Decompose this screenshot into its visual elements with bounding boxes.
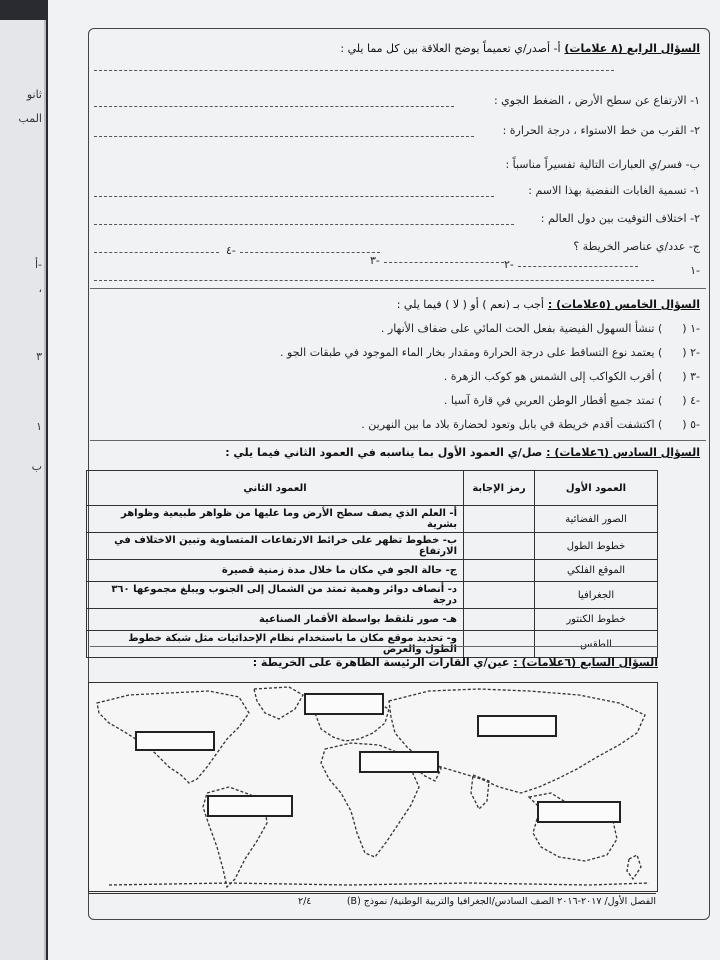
- q5-item-text: ) أقرب الكواكب إلى الشمس هو كوكب الزهرة .: [443, 370, 663, 383]
- answer-line: [94, 224, 514, 225]
- answer-code-cell[interactable]: [464, 631, 535, 658]
- q7-header: [253, 656, 658, 669]
- q5-item-number: -٣ (: [682, 370, 700, 383]
- q5-item-number: -١ (: [682, 322, 700, 335]
- column-header: العمود الأول: [535, 471, 658, 506]
- answer-line: [94, 252, 219, 253]
- q4-header: [340, 42, 700, 55]
- q4-c-num: -٣: [370, 254, 380, 267]
- q5-item: [381, 322, 700, 335]
- term-cell: الطقس: [535, 631, 658, 658]
- term-cell: الصور الفضائية: [535, 506, 658, 533]
- answer-line: [384, 262, 504, 263]
- table-row: [87, 582, 658, 609]
- table-row: [87, 506, 658, 533]
- q4-part-b: ب- فسر/ي العبارات التالية تفسيراً مناسباً :: [505, 158, 700, 171]
- definition-cell: د- أنصاف دوائر وهمية تمتد من الشمال إلى الجنوب ويبلغ مجموعها ٣٦٠ درجة: [87, 582, 464, 609]
- answer-code-cell[interactable]: [464, 582, 535, 609]
- q5-title: السؤال الخامس (٥علامات) :: [547, 298, 700, 311]
- definition-cell: ج- حالة الجو في مكان ما خلال مدة زمنية قصيرة: [87, 560, 464, 582]
- q5-item-number: -٤ (: [682, 394, 700, 407]
- answer-code-cell[interactable]: [464, 506, 535, 533]
- q6-header: [225, 446, 700, 459]
- term-cell: خطوط الكنتور: [535, 609, 658, 631]
- answer-code-cell[interactable]: [464, 609, 535, 631]
- q5-item-text: ) اكتشفت أقدم خريطة في بابل وتعود لحضارة بلاد ما بين النهرين .: [361, 418, 663, 431]
- q7-instruction: عين/ي القارات الرئيسة الظاهرة على الخريطة :: [252, 656, 510, 669]
- q4-c-num: -١: [690, 264, 700, 277]
- adjacent-page-fragment: ب: [31, 460, 42, 473]
- answer-line: [518, 266, 638, 267]
- greenland-outline: [254, 687, 303, 719]
- q5-item-text: ) تمتد جميع أقطار الوطن العربي في قارة آسيا .: [443, 394, 663, 407]
- q5-item: [361, 418, 700, 431]
- adjacent-page-fragment: ،: [38, 282, 42, 295]
- answer-box-south-america[interactable]: [207, 795, 293, 817]
- footer-text: الفصل الأول/ ٢٠١٧-٢٠١٦ الصف السادس/الجغرافيا والتربية الوطنية/ نموذج (B): [346, 896, 656, 907]
- india-outline: [471, 775, 489, 809]
- definition-cell: ب- خطوط تظهر على خرائط الارتفاعات المتساوية وتبين الاختلاف في الارتفاع: [87, 533, 464, 560]
- q4-c-num: -٢: [504, 258, 514, 271]
- q5-item: [444, 370, 700, 383]
- page-footer: [88, 893, 656, 907]
- q4-b1: ١- تسمية الغابات النفضية بهذا الاسم :: [528, 184, 700, 197]
- q7-title: السؤال السابع (٦علامات) :: [513, 656, 658, 669]
- table-header-row: [87, 471, 658, 506]
- world-map: [88, 682, 658, 892]
- column-header: رمز الإجابة: [464, 471, 535, 506]
- q5-item: [280, 346, 700, 359]
- q5-item-text: ) تنشأ السهول الفيضية بفعل الحت المائي على ضفاف الأنهار .: [380, 322, 663, 335]
- q5-item-number: -٢ (: [682, 346, 700, 359]
- q4-part-c: ج- عدد/ي عناصر الخريطة ؟: [573, 240, 700, 253]
- answer-box-europe[interactable]: [304, 693, 384, 715]
- definition-cell: أ- العلم الذي يصف سطح الأرض وما عليها من ظواهر طبيعية وظواهر بشرية: [87, 506, 464, 533]
- answer-code-cell[interactable]: [464, 560, 535, 582]
- q4-b2: ٢- اختلاف التوقيت بين دول العالم :: [540, 212, 700, 225]
- answer-code-cell[interactable]: [464, 533, 535, 560]
- adjacent-page-fragment: المب: [18, 112, 42, 125]
- section-divider: [90, 440, 706, 441]
- term-cell: خطوط الطول: [535, 533, 658, 560]
- answer-line: [94, 70, 614, 71]
- q6-instruction: صل/ي العمود الأول بما يناسبه في العمود الثاني فيما يلي :: [225, 446, 543, 459]
- table-row: [87, 609, 658, 631]
- q4-c-num: -٤: [226, 244, 236, 257]
- q5-item-text: ) يعتمد نوع التساقط على درجة الحرارة ومقدار بخار الماء الموجود في طبقات الجو .: [280, 346, 663, 359]
- column-header: العمود الثاني: [87, 471, 464, 506]
- answer-box-asia[interactable]: [477, 715, 557, 737]
- adjacent-page-edge: [0, 20, 46, 960]
- q6-title: السؤال السادس (٦علامات) :: [546, 446, 700, 459]
- adjacent-page-fragment: ١: [36, 420, 42, 433]
- section-divider: [90, 646, 658, 647]
- q5-item: [444, 394, 700, 407]
- table-row: [87, 631, 658, 658]
- term-cell: الجغرافيا: [535, 582, 658, 609]
- matching-table: [86, 470, 658, 658]
- answer-line: [94, 136, 474, 137]
- answer-line: [94, 280, 654, 281]
- term-cell: الموقع الفلكي: [535, 560, 658, 582]
- answer-box-australia[interactable]: [537, 801, 621, 823]
- q5-instruction: أجب بـ (نعم ) أو ( لا ) فيما يلي :: [396, 298, 544, 311]
- table-row: [87, 533, 658, 560]
- page-number: ٢/٤: [298, 896, 312, 907]
- adjacent-page-fragment: ثانو: [26, 88, 42, 101]
- asia-outline: [389, 689, 645, 793]
- definition-cell: و- تحديد موقع مكان ما باستخدام نظام الإحداثيات مثل شبكة خطوط الطول والعرض: [87, 631, 464, 658]
- q5-header: [397, 298, 700, 311]
- q4-title: السؤال الرابع (٨ علامات): [564, 42, 700, 55]
- table-row: [87, 560, 658, 582]
- answer-line: [94, 106, 454, 107]
- antarctica-outline: [109, 883, 649, 885]
- q4-a2: ٢- القرب من خط الاستواء ، درجة الحرارة :: [502, 124, 700, 137]
- section-divider: [90, 288, 706, 289]
- q5-item-number: -٥ (: [682, 418, 700, 431]
- adjacent-page-fragment: ٣: [36, 350, 42, 363]
- answer-box-africa[interactable]: [359, 751, 439, 773]
- adjacent-page-fragment: أ-: [34, 258, 42, 271]
- new-zealand-outline: [627, 855, 641, 879]
- definition-cell: هـ- صور تلتقط بواسطة الأقمار الصناعية: [87, 609, 464, 631]
- answer-line: [94, 196, 494, 197]
- answer-box-north-america[interactable]: [135, 731, 215, 751]
- answer-line: [240, 252, 380, 253]
- q4-part-a: أ- أصدر/ي تعميماً يوضح العلاقة بين كل مما يلي :: [340, 42, 561, 55]
- q4-a1: ١- الارتفاع عن سطح الأرض ، الضغط الجوي :: [493, 94, 700, 107]
